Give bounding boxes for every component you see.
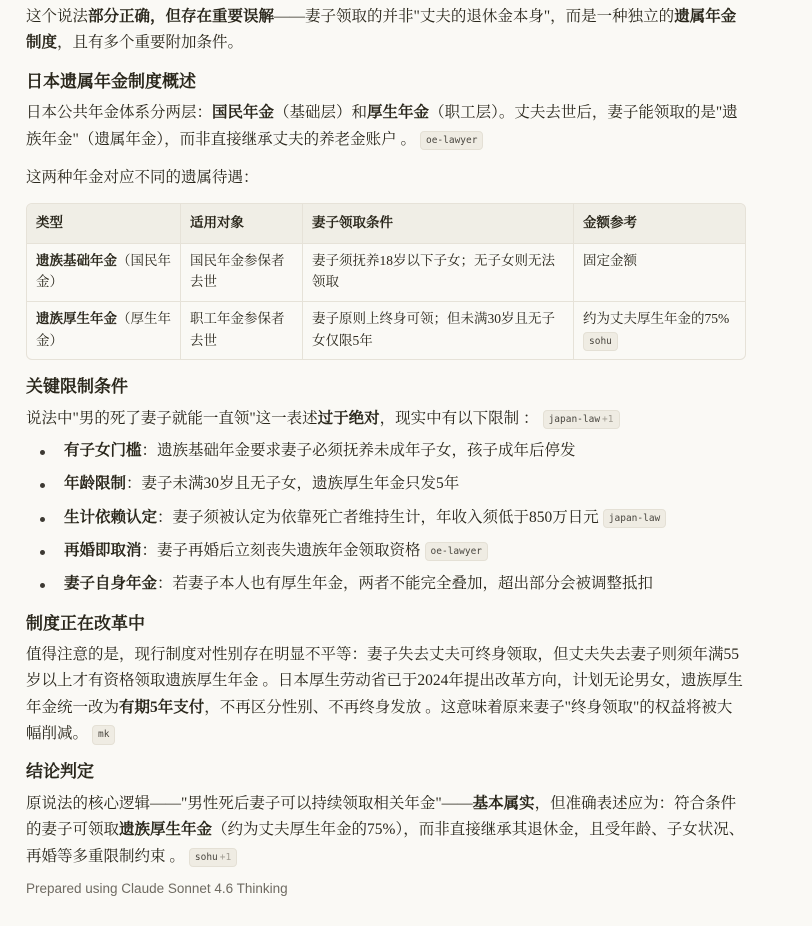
list-item-text: ：妻子须被认定为依靠死亡者维持生计，年收入须低于850万日元: [157, 508, 599, 526]
list-item: [26, 434, 746, 467]
cell-condition: 妻子须抚养18岁以下子女；无子女则无法领取: [302, 244, 573, 302]
citation-chip[interactable]: sohu: [583, 332, 618, 352]
citation-more-count: +1: [602, 413, 614, 425]
section-heading-reform: 制度正在改革中: [26, 613, 145, 633]
cell-type: [27, 244, 180, 302]
overview-text: （职工层）。丈夫去世后，妻子能领取的是"遗族年金"（遗属年金），而非直接继承丈夫的养老金账户 。: [26, 104, 738, 148]
cell-type: [27, 302, 180, 359]
citation-label: sohu: [194, 851, 218, 863]
list-item-title: 再婚即取消: [64, 541, 142, 559]
cell-amount: [573, 302, 745, 359]
list-item-text: ：遗族基础年金要求妻子必须抚养未成年子女，孩子成年后停发: [141, 442, 576, 460]
list-item: [26, 501, 746, 534]
restrictions-list: [26, 434, 746, 601]
citation-chip[interactable]: [189, 848, 237, 868]
intro-paragraph: [26, 4, 746, 57]
list-item-text: ：若妻子本人也有厚生年金，两者不能完全叠加，超出部分会被调整抵扣: [157, 575, 654, 593]
table-intro-paragraph: 这两种年金对应不同的遗属待遇：: [26, 168, 259, 186]
section-heading-conclusion: 结论判定: [26, 762, 94, 782]
cell-amount: 固定金额: [573, 244, 745, 302]
conclusion-emphasis: 基本属实: [472, 794, 535, 812]
intro-emphasis: 遗属年金制度: [26, 8, 737, 52]
list-item-title: 妻子自身年金: [64, 575, 158, 593]
conclusion-text: 原说法的核心逻辑——"男性死后妻子可以持续领取相关年金"——: [26, 794, 473, 812]
intro-text: ，且有多个重要附加条件。: [57, 34, 244, 52]
restrictions-emphasis: 过于绝对: [317, 409, 380, 427]
cell-type-bold: 遗族厚生年金: [36, 311, 117, 326]
intro-text: ——妻子领取的并非"丈夫的退休金本身"，而是一种独立的: [274, 8, 675, 25]
reform-paragraph: [26, 642, 746, 747]
list-item-title: 生计依赖认定: [64, 508, 158, 526]
cell-type-rest: （厚生年金）: [36, 311, 171, 348]
restrictions-paragraph: [26, 406, 746, 432]
section-heading-restrictions: 关键限制条件: [26, 377, 128, 397]
column-header: 类型: [27, 204, 180, 244]
intro-text: 这个说法: [26, 8, 89, 25]
intro-emphasis: 部分正确，但存在重要误解: [88, 8, 275, 25]
list-item: [26, 567, 746, 600]
table-row: [27, 302, 745, 359]
prepared-by-footer: Prepared using Claude Sonnet 4.6 Thinking: [26, 881, 288, 896]
citation-chip[interactable]: oe-lawyer: [425, 542, 488, 562]
reform-emphasis: 有期5年支付: [119, 698, 205, 716]
reform-text: ，不再区分性别、不再终身发放 。这意味着原来妻子"终身领取"的权益将被大幅削减。: [26, 698, 733, 743]
list-item-text: ：妻子未满30岁且无子女，遗族厚生年金只发5年: [126, 475, 460, 493]
conclusion-emphasis: 遗族厚生年金: [119, 821, 213, 839]
column-header: 妻子领取条件: [302, 204, 573, 244]
citation-chip[interactable]: oe-lawyer: [420, 131, 483, 151]
restrictions-text: 说法中"男的死了妻子就能一直领"这一表述: [26, 409, 318, 427]
overview-emphasis: 厚生年金: [367, 104, 430, 122]
restrictions-text: ，现实中有以下限制 ：: [379, 409, 539, 427]
list-item-text: ：妻子再婚后立刻丧失遗族年金领取资格: [141, 541, 421, 559]
overview-emphasis: 国民年金: [212, 104, 275, 122]
pension-comparison-table: [26, 203, 746, 360]
column-header: 金额参考: [573, 204, 745, 244]
citation-chip[interactable]: mk: [92, 725, 115, 745]
overview-text: 日本公共年金体系分两层：: [26, 104, 213, 122]
overview-paragraph: [26, 100, 746, 153]
cell-amount-text: 约为丈夫厚生年金的75%: [583, 311, 730, 326]
section-heading-overview: 日本遗属年金制度概述: [26, 71, 196, 91]
citation-chip[interactable]: [543, 410, 620, 430]
reform-text: 值得注意的是，现行制度对性别存在明显不平等：妻子失去丈夫可终身领取，但丈夫失去妻子则须年满55岁以上才有资格领取遗族厚生年金 。日本厚生劳动省已于2024年提出改革方向，计划无论男女，遗族厚生年金统一改为: [26, 646, 743, 716]
column-header: 适用对象: [180, 204, 302, 244]
cell-type-bold: 遗族基础年金: [36, 252, 117, 268]
conclusion-text: ，但准确表述应为：符合条件的妻子可领取: [26, 794, 737, 839]
cell-type-rest: （国民年金）: [36, 252, 171, 290]
list-item: [26, 534, 746, 567]
citation-label: japan-law: [548, 413, 601, 425]
list-item: [26, 467, 746, 500]
conclusion-paragraph: [26, 791, 746, 870]
list-item-title: 年龄限制: [64, 475, 127, 493]
cell-condition: 妻子原则上终身可领；但未满30岁且无子女仅限5年: [302, 302, 573, 359]
list-item-title: 有子女门槛: [64, 442, 142, 460]
conclusion-text: （约为丈夫厚生年金的75%），而非直接继承其退休金，且受年龄、子女状况、再婚等多重限制约束 。: [26, 821, 745, 865]
citation-chip[interactable]: japan-law: [603, 509, 666, 529]
table-header-row: [27, 204, 745, 244]
table-row: [27, 244, 745, 302]
overview-text: （基础层）和: [274, 104, 368, 122]
cell-target: 国民年金参保者去世: [180, 244, 302, 302]
citation-more-count: +1: [219, 851, 232, 863]
cell-target: 职工年金参保者去世: [180, 302, 302, 359]
